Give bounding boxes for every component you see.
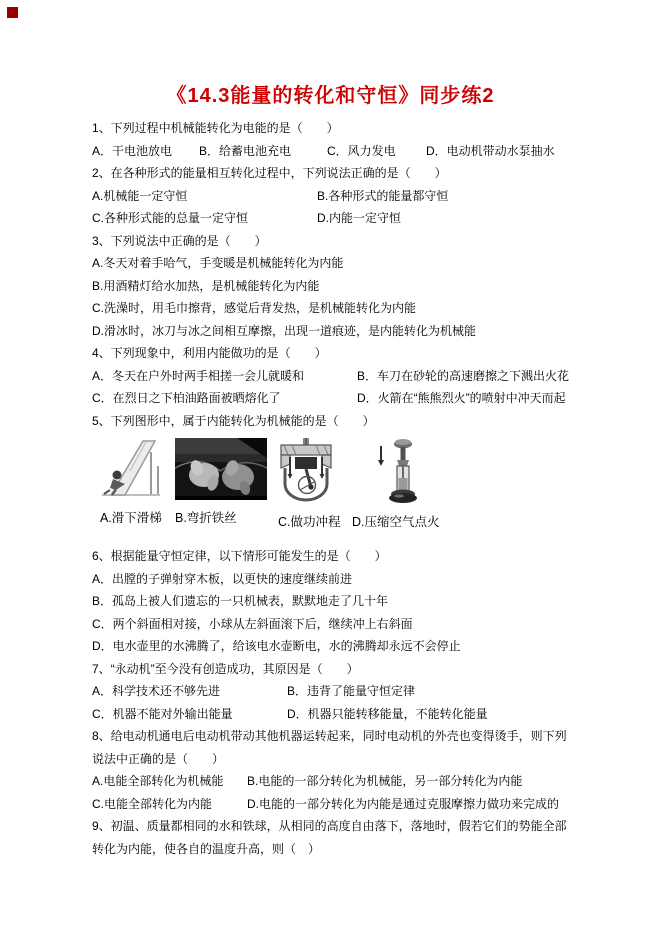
question-1-stem: 1、下列过程中机械能转化为电能的是（ ） [92, 121, 339, 135]
figure-c-engine [278, 438, 341, 530]
figure-d-fire-syringe [352, 438, 452, 530]
question-1-option-a: A．干电池放电 [92, 143, 173, 158]
question-4-stem: 4、下列现象中，利用内能做功的是（ ） [92, 346, 327, 360]
question-1-option-d: D．电动机带动水泵抽水 [426, 143, 555, 158]
question-4-option-b: B．车刀在砂轮的高速磨擦之下溅出火花 [357, 368, 570, 383]
question-6-stem: 6、根据能量守恒定律，以下情形可能发生的是（ ） [92, 549, 387, 563]
question-3-option-a: A.冬天对着手哈气，手变暖是机械能转化为内能 [92, 256, 344, 270]
figure-a-caption: A.滑下滑梯 [100, 511, 162, 525]
bending-wire-icon [175, 438, 267, 500]
question-2-option-d: D.内能一定守恒 [317, 211, 402, 225]
page-title: 《14.3能量的转化和守恒》同步练2 [166, 85, 495, 107]
question-7-option-a: A．科学技术还不够先进 [92, 684, 221, 698]
figure-a-slide [100, 438, 162, 526]
question-6-option-c: C．两个斜面相对接，小球从左斜面滚下后，继续冲上右斜面 [92, 616, 413, 631]
question-5-figures [92, 432, 612, 531]
spacer [92, 531, 612, 545]
worksheet-body [92, 117, 612, 860]
question-7-option-c: C．机器不能对外输出能量 [92, 706, 233, 721]
question-1-option-b: B．给蓄电池充电 [199, 143, 292, 158]
question-4-option-d: D．火箭在“熊熊烈火”的喷射中冲天而起 [357, 391, 566, 405]
question-5-stem: 5、下列图形中，属于内能转化为机械能的是（ ） [92, 413, 375, 428]
question-8-options-row2 [92, 793, 612, 816]
question-8-option-b: B.电能的一部分转化为机械能，另一部分转化为内能 [247, 774, 523, 788]
question-8-option-a: A.电能全部转化为机械能 [92, 774, 224, 788]
question-7-options-row2 [92, 703, 612, 726]
question-8-option-d: D.电能的一部分转化为内能是通过克服摩擦力做功来完成的 [247, 796, 560, 811]
question-3-option-b: B.用酒精灯给水加热，是机械能转化为内能 [92, 278, 320, 293]
question-3-option-c: C.洗澡时，用毛巾擦背，感觉后背发热，是机械能转化为内能 [92, 301, 417, 315]
question-2-option-a: A.机械能一定守恒 [92, 188, 188, 203]
question-1-option-c: C．风力发电 [327, 143, 396, 158]
question-3-stem: 3、下列说法中正确的是（ ） [92, 233, 267, 248]
question-2-option-c: C.各种形式能的总量一定守恒 [92, 211, 249, 225]
question-2-options-row1 [92, 185, 612, 208]
question-4-option-a: A．冬天在户外时两手相搓一会儿就暖和 [92, 368, 305, 383]
question-7-options-row1 [92, 680, 612, 703]
question-7-stem: 7、“永动机”至今没有创造成功，其原因是（ ） [92, 661, 359, 676]
question-6-option-a: A．出膛的子弹射穿木板，以更快的速度继续前进 [92, 571, 353, 586]
figure-d-caption: D.压缩空气点火 [352, 515, 440, 529]
question-4-options-row2 [92, 387, 612, 410]
question-8-stem-line1: 8、给电动机通电后电动机带动其他机器运转起来，同时电动机的外壳也变得烫手，则下列 [92, 729, 567, 743]
question-4-option-c: C．在烈日之下柏油路面被晒熔化了 [92, 391, 281, 405]
question-1-options [92, 140, 612, 163]
corner-marker [7, 7, 18, 18]
question-6-option-b: B．孤岛上被人们遗忘的一只机械表，默默地走了几十年 [92, 594, 389, 608]
question-8-option-c: C.电能全部转化为内能 [92, 796, 213, 811]
question-7-option-d: D．机器只能转移能量，不能转化能量 [287, 706, 488, 721]
engine-power-stroke-icon [278, 438, 334, 504]
figure-b-caption: B.弯折铁丝 [175, 511, 237, 525]
question-6-option-d: D．电水壶里的水沸腾了，给该电水壶断电，水的沸腾却永远不会停止 [92, 639, 461, 653]
question-2-stem: 2、在各种形式的能量相互转化过程中，下列说法正确的是（ ） [92, 166, 447, 180]
question-8-options-row1 [92, 770, 612, 793]
question-4-options-row1 [92, 365, 612, 388]
question-7-option-b: B．违背了能量守恒定律 [287, 684, 416, 698]
fire-syringe-icon [374, 438, 420, 504]
slide-icon [100, 438, 162, 500]
question-3-option-d: D.滑冰时，冰刀与冰之间相互摩擦，出现一道痕迹，是内能转化为机械能 [92, 323, 477, 338]
question-9-stem-line2: 转化为内能，使各自的温度升高，则（ ） [92, 841, 321, 856]
question-8-stem-line2: 说法中正确的是（ ） [92, 751, 225, 766]
question-2-options-row2 [92, 207, 612, 230]
figure-c-caption: C.做功冲程 [278, 515, 341, 529]
question-2-option-b: B.各种形式的能量都守恒 [317, 188, 449, 203]
figure-b-bending-wire [175, 438, 267, 526]
question-9-stem-line1: 9、初温、质量都相同的水和铁球，从相同的高度自由落下，落地时，假若它们的势能全部 [92, 819, 567, 833]
